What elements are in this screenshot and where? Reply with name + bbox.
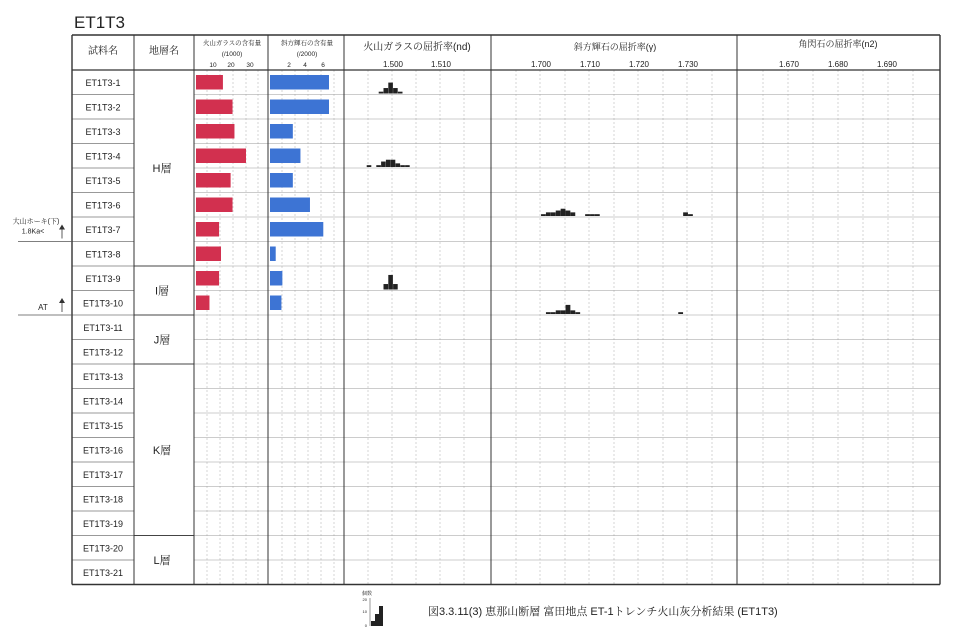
sample-label: ET1T3-5 — [85, 175, 121, 186]
glass-content-bar — [196, 271, 219, 286]
opx-ri-histogram-bar — [551, 212, 556, 216]
glass-ri-histogram-bar — [381, 162, 386, 167]
tick-label: 2 — [287, 62, 291, 69]
glass-ri-histogram-bar — [391, 160, 396, 167]
glass-content-bar — [196, 75, 223, 90]
tick-label: 30 — [246, 62, 254, 69]
opx-ri-histogram-bar — [585, 214, 590, 216]
opx-ri-histogram-bar — [570, 212, 575, 216]
opx-content-bar — [270, 198, 310, 213]
opx-ri-histogram-bar — [561, 209, 566, 216]
opx-ri-histogram-bar — [556, 211, 561, 216]
tick-label: 1.690 — [876, 60, 898, 69]
tick-label: 20 — [227, 62, 235, 69]
glass-content-bar — [196, 247, 221, 262]
sample-labels — [83, 78, 123, 578]
glass-content-bar — [196, 149, 246, 164]
header-opx-content: 斜方輝石の含有量 — [281, 40, 333, 47]
opx-ri-histogram-bar — [678, 312, 683, 314]
opx-content-bar — [270, 247, 276, 262]
tick-label: 6 — [321, 62, 325, 69]
layer-label: I層 — [154, 285, 170, 298]
legend — [362, 590, 383, 628]
refractive-index-histograms — [367, 83, 693, 314]
chart-title: ET1T3 — [74, 13, 126, 32]
glass-ri-histogram-bar — [393, 88, 398, 93]
glass-ri-histogram-bar — [405, 165, 410, 167]
sample-label: ET1T3-14 — [82, 396, 124, 407]
opx-ri-histogram-bar — [575, 312, 580, 314]
glass-content-bar — [196, 296, 209, 311]
sample-label: ET1T3-21 — [82, 567, 124, 578]
opx-ri-histogram-bar — [551, 312, 556, 314]
header-glass-content-unit: (/1000) — [221, 51, 243, 58]
opx-ri-histogram-bar — [566, 305, 571, 314]
tick-label: 4 — [303, 62, 307, 69]
tick-label: 1.500 — [382, 60, 404, 69]
opx-ri-histogram-bar — [566, 211, 571, 216]
sample-label: ET1T3-15 — [82, 420, 124, 431]
sample-label: ET1T3-16 — [82, 445, 124, 456]
opx-content-bar — [270, 100, 329, 115]
glass-content-bar — [196, 222, 219, 237]
tick-label: 1.510 — [430, 60, 452, 69]
legend-tick: 10 — [362, 609, 367, 614]
marker-label: 1.8Ka< — [21, 228, 45, 236]
header-layer: 地層名 — [149, 46, 179, 57]
glass-ri-histogram-bar — [386, 160, 391, 167]
tick-label: 1.680 — [827, 60, 849, 69]
sample-label: ET1T3-12 — [82, 347, 124, 358]
opx-content-bar — [270, 124, 293, 139]
glass-ri-histogram-bar — [400, 165, 405, 167]
sample-label: ET1T3-6 — [85, 200, 121, 211]
tick-label: 1.720 — [628, 60, 650, 69]
header-glass-content: 火山ガラスの含有量 — [202, 40, 262, 47]
opx-ri-histogram-bar — [546, 312, 551, 314]
tick-label: 1.730 — [677, 60, 699, 69]
marker-label: 大山ホーキ(下) — [12, 218, 60, 226]
sample-label: ET1T3-17 — [82, 469, 124, 480]
glass-ri-histogram-bar — [398, 92, 403, 94]
legend-tick: 0 — [364, 623, 367, 628]
opx-ri-histogram-bar — [688, 214, 693, 216]
opx-content-bar — [270, 173, 293, 188]
header-glass-ri: 火山ガラスの屈折率(nd) — [363, 42, 471, 53]
opx-ri-histogram-bar — [683, 212, 688, 216]
sample-label: ET1T3-11 — [83, 322, 123, 333]
sample-label: ET1T3-10 — [82, 298, 124, 309]
glass-ri-histogram-bar — [388, 83, 393, 94]
sample-label: ET1T3-20 — [82, 543, 124, 554]
layer-label: L層 — [153, 555, 171, 567]
sample-label: ET1T3-9 — [85, 273, 121, 284]
glass-content-bar — [196, 100, 233, 115]
glass-content-bar — [196, 124, 234, 139]
glass-ri-histogram-bar — [367, 165, 372, 167]
sample-label: ET1T3-18 — [82, 494, 124, 505]
opx-content-bar — [270, 75, 329, 90]
opx-ri-histogram-bar — [590, 214, 595, 216]
opx-ri-histogram-bar — [546, 212, 551, 216]
glass-content-bar — [196, 198, 233, 213]
legend-bar — [371, 621, 375, 626]
sample-label: ET1T3-8 — [85, 249, 121, 260]
layer-label: H層 — [152, 163, 172, 175]
sample-label: ET1T3-13 — [82, 371, 124, 382]
sample-label: ET1T3-1 — [85, 77, 121, 88]
legend-bar — [379, 606, 383, 626]
header-sample: 試料名 — [88, 46, 118, 57]
sample-label: ET1T3-3 — [85, 126, 121, 137]
sample-label: ET1T3-4 — [85, 151, 121, 162]
glass-ri-histogram-bar — [376, 165, 381, 167]
legend-label: 個数 — [362, 591, 373, 597]
header-opx-content-unit: (/2000) — [296, 51, 318, 58]
sample-label: ET1T3-19 — [82, 518, 124, 529]
opx-content-bar — [270, 149, 300, 164]
marker-label: AT — [38, 303, 48, 312]
opx-ri-histogram-bar — [561, 310, 566, 314]
glass-ri-histogram-bar — [384, 284, 389, 289]
sample-label: ET1T3-2 — [85, 102, 121, 113]
header-hbl-ri: 角閃石の屈折率(n2) — [798, 39, 878, 49]
glass-content-bar — [196, 173, 231, 188]
legend-bar — [375, 614, 379, 626]
opx-content-bar — [270, 296, 281, 311]
opx-content-bar — [270, 271, 282, 286]
tick-label: 1.710 — [579, 60, 601, 69]
tick-label: 10 — [209, 62, 217, 69]
tick-label: 1.670 — [778, 60, 800, 69]
side-markers — [13, 217, 72, 316]
opx-content-bar — [270, 222, 323, 237]
figure-caption: 図3.3.11(3) 恵那山断層 富田地点 ET-1トレンチ火山灰分析結果 (ET1T3) — [428, 606, 778, 618]
opx-ri-histogram-bar — [570, 310, 575, 314]
tick-label: 1.700 — [530, 60, 552, 69]
header-opx-ri: 斜方輝石の屈折率(γ) — [573, 42, 657, 52]
opx-ri-histogram-bar — [595, 214, 600, 216]
marker-arrowhead — [59, 225, 65, 230]
glass-ri-histogram-bar — [384, 88, 389, 93]
opx-ri-histogram-bar — [556, 310, 561, 314]
glass-ri-histogram-bar — [379, 92, 384, 94]
layer-label: J層 — [153, 334, 171, 347]
glass-ri-histogram-bar — [388, 275, 393, 290]
opx-ri-histogram-bar — [541, 214, 546, 216]
marker-arrowhead — [59, 298, 65, 303]
legend-tick: 20 — [362, 597, 367, 602]
sample-label: ET1T3-7 — [85, 224, 121, 235]
glass-ri-histogram-bar — [396, 163, 401, 167]
glass-ri-histogram-bar — [393, 284, 398, 289]
axis-ticks — [209, 60, 897, 69]
layer-label: K層 — [152, 444, 172, 457]
